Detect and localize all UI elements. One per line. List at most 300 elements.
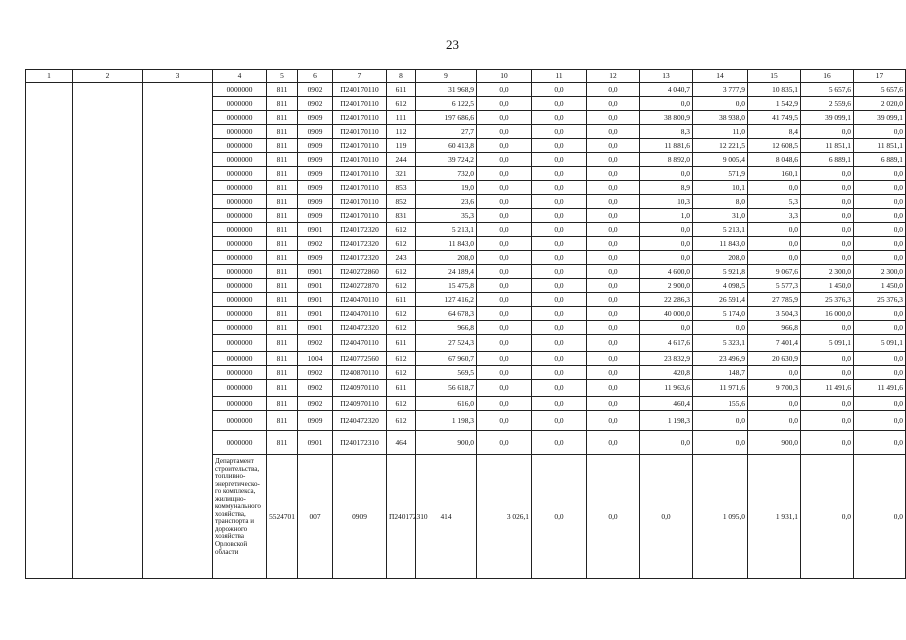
table-cell: 0,0	[587, 237, 640, 251]
table-cell: 900,0	[416, 431, 477, 455]
table-cell: 3 026,1	[477, 455, 532, 579]
table-cell: 0,0	[477, 139, 532, 153]
table-cell: 112	[387, 125, 416, 139]
table-cell: 612	[387, 366, 416, 380]
table-cell: 0,0	[532, 125, 587, 139]
table-cell: 12 221,5	[693, 139, 748, 153]
table-cell: 0,0	[854, 223, 906, 237]
table-cell: 464	[387, 431, 416, 455]
table-cell: 0,0	[748, 366, 801, 380]
table-cell: 571,9	[693, 167, 748, 181]
table-cell: 0,0	[854, 397, 906, 411]
table-cell: 0,0	[587, 167, 640, 181]
table-cell: 0,0	[532, 83, 587, 97]
table-cell: 0,0	[532, 293, 587, 307]
table-cell: 8,9	[640, 181, 693, 195]
table-cell: 60 413,8	[416, 139, 477, 153]
table-cell: 0,0	[801, 411, 854, 431]
table-cell: 966,8	[416, 321, 477, 335]
table-cell: 0,0	[854, 195, 906, 209]
table-cell: 0,0	[854, 321, 906, 335]
table-cell: 0901	[298, 293, 333, 307]
table-cell: 0000000	[213, 237, 267, 251]
table-cell: 0,0	[801, 366, 854, 380]
table-cell: 2 900,0	[640, 279, 693, 293]
table-cell: 0909	[298, 411, 333, 431]
table-cell: 612	[387, 321, 416, 335]
table-cell: 1 198,3	[416, 411, 477, 431]
table-cell: 0909	[298, 195, 333, 209]
table-cell: 31,0	[693, 209, 748, 223]
table-cell: 9 700,3	[748, 380, 801, 397]
table-cell: П240172310	[333, 431, 387, 455]
table-cell: 0000000	[213, 321, 267, 335]
table-cell: 64 678,3	[416, 307, 477, 321]
table-cell: 811	[267, 167, 298, 181]
table-cell: 0902	[298, 97, 333, 111]
table-cell: 611	[387, 83, 416, 97]
table-cell: 0,0	[801, 181, 854, 195]
table-cell: 0,0	[801, 397, 854, 411]
table-cell: 811	[267, 352, 298, 366]
table-cell: 0000000	[213, 223, 267, 237]
column-number-header: 8	[387, 70, 416, 83]
table-cell: П240272870	[333, 279, 387, 293]
table-cell: 460,4	[640, 397, 693, 411]
table-cell: 811	[267, 223, 298, 237]
table-cell: П240870110	[333, 366, 387, 380]
table-cell: 0,0	[748, 223, 801, 237]
table-cell: 160,1	[748, 167, 801, 181]
table-cell: 811	[267, 431, 298, 455]
table-cell: 0,0	[801, 167, 854, 181]
table-cell: 0,0	[477, 366, 532, 380]
table-cell: 41 749,5	[748, 111, 801, 125]
table-cell: 0000000	[213, 251, 267, 265]
column-number-header: 6	[298, 70, 333, 83]
table-cell: 811	[267, 125, 298, 139]
table-cell: 0000000	[213, 111, 267, 125]
table-cell: 243	[387, 251, 416, 265]
column-number-header: 2	[73, 70, 143, 83]
table-cell: 0,0	[477, 125, 532, 139]
table-cell: 0,0	[477, 209, 532, 223]
table-cell: 0,0	[693, 411, 748, 431]
merged-empty-cell	[26, 83, 73, 579]
column-number-header: 5	[267, 70, 298, 83]
column-number-header: 3	[143, 70, 213, 83]
table-cell: 0,0	[801, 223, 854, 237]
table-cell: П240170110	[333, 209, 387, 223]
table-cell: 0,0	[587, 321, 640, 335]
table-cell: 0,0	[477, 307, 532, 321]
table-cell: 1004	[298, 352, 333, 366]
table-cell: 10 835,1	[748, 83, 801, 97]
table-cell: 5 657,6	[854, 83, 906, 97]
table-cell: П240172320	[333, 237, 387, 251]
table-cell: 0,0	[477, 265, 532, 279]
table-cell: 0,0	[801, 209, 854, 223]
table-cell: П240170110	[333, 167, 387, 181]
table-cell: 0,0	[854, 167, 906, 181]
table-cell: 8,3	[640, 125, 693, 139]
table-cell: 0,0	[477, 83, 532, 97]
table-cell: 0,0	[587, 223, 640, 237]
table-cell: 0000000	[213, 366, 267, 380]
merged-empty-cell	[73, 83, 143, 579]
table-cell: 0,0	[587, 97, 640, 111]
table-cell: 0,0	[854, 366, 906, 380]
table-cell: 612	[387, 307, 416, 321]
table-cell: 10,3	[640, 195, 693, 209]
table-cell: 0,0	[801, 195, 854, 209]
table-cell: 0,0	[587, 335, 640, 352]
table-cell: 811	[267, 335, 298, 352]
table-cell: 111	[387, 111, 416, 125]
table-cell: 0,0	[801, 431, 854, 455]
column-number-header: 13	[640, 70, 693, 83]
table-cell: 0,0	[532, 251, 587, 265]
table-cell: 852	[387, 195, 416, 209]
table-cell: 569,5	[416, 366, 477, 380]
table-cell: 0,0	[640, 97, 693, 111]
table-cell: 3 777,9	[693, 83, 748, 97]
table-cell: 6 889,1	[854, 153, 906, 167]
table-cell: 616,0	[416, 397, 477, 411]
table-cell: 0,0	[587, 279, 640, 293]
table-cell: 0,0	[532, 97, 587, 111]
table-cell: 39 099,1	[801, 111, 854, 125]
table-cell: 0909	[298, 181, 333, 195]
budget-table	[25, 69, 906, 579]
table-cell: 0000000	[213, 265, 267, 279]
table-cell: 0000000	[213, 335, 267, 352]
table-cell: П240170110	[333, 83, 387, 97]
table-cell: 0,0	[587, 209, 640, 223]
column-number-header: 4	[213, 70, 267, 83]
table-cell: 0,0	[532, 411, 587, 431]
table-cell: 6 889,1	[801, 153, 854, 167]
table-cell: 966,8	[748, 321, 801, 335]
table-cell: П240170110	[333, 97, 387, 111]
table-cell: 9 005,4	[693, 153, 748, 167]
table-cell: 811	[267, 83, 298, 97]
table-cell: 27 785,9	[748, 293, 801, 307]
table-cell: 197 686,6	[416, 111, 477, 125]
table-cell: 119	[387, 139, 416, 153]
table-cell: 0,0	[587, 455, 640, 579]
column-number-header: 15	[748, 70, 801, 83]
table-cell: 0901	[298, 279, 333, 293]
table-cell: 0,0	[587, 293, 640, 307]
table-cell: 24 189,4	[416, 265, 477, 279]
table-cell: 11 843,0	[416, 237, 477, 251]
table-cell: 0,0	[587, 411, 640, 431]
table-cell: 2 300,0	[854, 265, 906, 279]
table-cell: 23,6	[416, 195, 477, 209]
table-cell: 0901	[298, 431, 333, 455]
table-cell: 56 618,7	[416, 380, 477, 397]
table-cell: 0,0	[532, 431, 587, 455]
table-cell: 0,0	[532, 167, 587, 181]
table-cell: 0909	[298, 153, 333, 167]
table-cell: 4 098,5	[693, 279, 748, 293]
table-cell: 15 475,8	[416, 279, 477, 293]
table-cell: 0000000	[213, 380, 267, 397]
table-cell: 11 963,6	[640, 380, 693, 397]
table-cell: 7 401,4	[748, 335, 801, 352]
table-cell: 811	[267, 111, 298, 125]
table-cell: 0,0	[477, 380, 532, 397]
table-cell: 811	[267, 411, 298, 431]
table-cell: 0,0	[748, 411, 801, 431]
table-cell: 0,0	[532, 335, 587, 352]
table-cell: 11 851,1	[854, 139, 906, 153]
table-cell: 5 577,3	[748, 279, 801, 293]
table-cell: 5 174,0	[693, 307, 748, 321]
table-cell: 0000000	[213, 97, 267, 111]
table-cell: 5524701	[267, 455, 298, 579]
table-cell: П240272860	[333, 265, 387, 279]
table-cell: 0,0	[477, 195, 532, 209]
table-cell: 0,0	[477, 237, 532, 251]
table-cell: 0,0	[587, 380, 640, 397]
table-cell: 0909	[298, 209, 333, 223]
table-cell: 0,0	[532, 321, 587, 335]
table-cell: 1 931,1	[748, 455, 801, 579]
table-cell: 0,0	[587, 83, 640, 97]
table-cell: 3 504,3	[748, 307, 801, 321]
table-cell: 0000000	[213, 397, 267, 411]
table-cell: 0000000	[213, 167, 267, 181]
table-cell: 0000000	[213, 195, 267, 209]
table-cell: 0,0	[748, 237, 801, 251]
table-cell: 0000000	[213, 411, 267, 431]
table-cell: 0,0	[532, 139, 587, 153]
table-cell: 0,0	[477, 279, 532, 293]
table-cell: 22 286,3	[640, 293, 693, 307]
organization-name: Департамент строительства, топливно-энергетическо-го комплекса, жилищно-коммунального хозяйства, транспорта и дорожного хозяйства Орловской области	[213, 455, 267, 579]
table-cell: 0,0	[854, 352, 906, 366]
table-cell: 0,0	[854, 125, 906, 139]
table-cell: 0,0	[477, 167, 532, 181]
table-cell: 0,0	[477, 335, 532, 352]
table-cell: 0,0	[587, 139, 640, 153]
table-cell: 612	[387, 97, 416, 111]
table-cell: 0909	[298, 125, 333, 139]
table-cell: 0,0	[587, 153, 640, 167]
table-cell: 11 491,6	[854, 380, 906, 397]
table-cell: 811	[267, 181, 298, 195]
table-cell: 811	[267, 97, 298, 111]
table-cell: 612	[387, 397, 416, 411]
table-cell: 0,0	[587, 125, 640, 139]
table-cell: 127 416,2	[416, 293, 477, 307]
table-cell: 0,0	[640, 167, 693, 181]
table-cell: 0000000	[213, 83, 267, 97]
table-body	[26, 83, 906, 579]
table-cell: 853	[387, 181, 416, 195]
table-cell: 0000000	[213, 209, 267, 223]
table-row	[26, 83, 906, 97]
table-cell: 1 542,9	[748, 97, 801, 111]
table-cell: 11,0	[693, 125, 748, 139]
table-cell: 0,0	[532, 153, 587, 167]
table-cell: 0,0	[693, 97, 748, 111]
table-cell: 811	[267, 321, 298, 335]
table-cell: 0,0	[640, 431, 693, 455]
table-cell: 0000000	[213, 139, 267, 153]
table-cell: 0,0	[587, 307, 640, 321]
table-cell: 0,0	[801, 321, 854, 335]
table-cell: П240970110	[333, 380, 387, 397]
table-cell: 9 067,6	[748, 265, 801, 279]
table-cell: 811	[267, 153, 298, 167]
table-cell: 1 095,0	[693, 455, 748, 579]
table-cell: 0,0	[587, 111, 640, 125]
table-cell: 0000000	[213, 431, 267, 455]
table-cell: 0,0	[587, 397, 640, 411]
table-cell: 811	[267, 139, 298, 153]
table-cell: П240172320	[333, 223, 387, 237]
table-cell: 208,0	[416, 251, 477, 265]
table-cell: 5 091,1	[801, 335, 854, 352]
table-cell: 5 323,1	[693, 335, 748, 352]
table-cell: П240970110	[333, 397, 387, 411]
table-cell: 0,0	[532, 279, 587, 293]
table-cell: 0,0	[854, 181, 906, 195]
table-cell: П240170110	[333, 139, 387, 153]
table-cell: 5,3	[748, 195, 801, 209]
table-cell: 0,0	[587, 181, 640, 195]
table-cell: 811	[267, 251, 298, 265]
table-cell: 155,6	[693, 397, 748, 411]
column-number-header: 17	[854, 70, 906, 83]
table-cell: 811	[267, 307, 298, 321]
table-cell: 40 000,0	[640, 307, 693, 321]
table-cell: 4 617,6	[640, 335, 693, 352]
table-cell: 0,0	[587, 265, 640, 279]
table-cell: 0000000	[213, 153, 267, 167]
table-cell: 11 491,6	[801, 380, 854, 397]
table-cell: 5 921,8	[693, 265, 748, 279]
table-cell: 2 559,6	[801, 97, 854, 111]
table-cell: 39 099,1	[854, 111, 906, 125]
table-cell: 0000000	[213, 125, 267, 139]
table-cell: 811	[267, 293, 298, 307]
table-cell: 0,0	[748, 251, 801, 265]
table-cell: 0,0	[748, 397, 801, 411]
table-cell: 35,3	[416, 209, 477, 223]
table-cell: 0,0	[854, 251, 906, 265]
table-cell: 8,4	[748, 125, 801, 139]
table-cell: 811	[267, 380, 298, 397]
table-cell: 11 851,1	[801, 139, 854, 153]
table-cell: 0,0	[477, 111, 532, 125]
table-cell: П240172310	[387, 455, 416, 579]
table-cell: 0901	[298, 265, 333, 279]
table-cell: 0,0	[477, 181, 532, 195]
table-cell: 0,0	[854, 237, 906, 251]
table-cell: 811	[267, 237, 298, 251]
table-cell: 38 800,9	[640, 111, 693, 125]
table-cell: 611	[387, 335, 416, 352]
table-cell: 1 450,0	[801, 279, 854, 293]
table-cell: 611	[387, 293, 416, 307]
table-cell: 321	[387, 167, 416, 181]
table-cell: 0,0	[801, 352, 854, 366]
column-number-header: 12	[587, 70, 640, 83]
table-cell: 0,0	[477, 293, 532, 307]
table-cell: 0,0	[587, 366, 640, 380]
table-cell: П240470110	[333, 335, 387, 352]
table-cell: 12 608,5	[748, 139, 801, 153]
table-cell: 0,0	[587, 431, 640, 455]
table-cell: 0,0	[477, 431, 532, 455]
table-cell: 208,0	[693, 251, 748, 265]
table-cell: 3,3	[748, 209, 801, 223]
table-cell: 414	[416, 455, 477, 579]
table-cell: 0902	[298, 380, 333, 397]
table-cell: 11 843,0	[693, 237, 748, 251]
table-cell: П240170110	[333, 125, 387, 139]
table-cell: П240772560	[333, 352, 387, 366]
table-cell: 0909	[333, 455, 387, 579]
table-cell: 0000000	[213, 293, 267, 307]
table-cell: 732,0	[416, 167, 477, 181]
table-cell: 0,0	[854, 307, 906, 321]
table-cell: 0,0	[640, 455, 693, 579]
table-cell: 0,0	[640, 321, 693, 335]
table-cell: 2 020,0	[854, 97, 906, 111]
column-number-header: 16	[801, 70, 854, 83]
table-cell: 0,0	[532, 352, 587, 366]
table-cell: 0902	[298, 335, 333, 352]
table-cell: 0,0	[587, 195, 640, 209]
table-cell: 1 450,0	[854, 279, 906, 293]
table-cell: П240170110	[333, 153, 387, 167]
table-cell: 831	[387, 209, 416, 223]
table-cell: 0,0	[801, 125, 854, 139]
table-cell: 811	[267, 195, 298, 209]
table-cell: 007	[298, 455, 333, 579]
table-cell: 612	[387, 223, 416, 237]
table-cell: 0000000	[213, 352, 267, 366]
table-cell: 23 496,9	[693, 352, 748, 366]
table-cell: 0901	[298, 223, 333, 237]
table-cell: 19,0	[416, 181, 477, 195]
table-cell: 16 000,0	[801, 307, 854, 321]
table-cell: 0,0	[477, 411, 532, 431]
table-cell: 0901	[298, 307, 333, 321]
table-cell: 0,0	[587, 251, 640, 265]
table-cell: 612	[387, 237, 416, 251]
table-cell: 25 376,3	[854, 293, 906, 307]
table-cell: 611	[387, 380, 416, 397]
table-cell: 811	[267, 265, 298, 279]
table-cell: 5 091,1	[854, 335, 906, 352]
table-cell: 0,0	[532, 380, 587, 397]
table-cell: 67 960,7	[416, 352, 477, 366]
table-cell: 0,0	[532, 455, 587, 579]
table-cell: 0909	[298, 167, 333, 181]
table-cell: 25 376,3	[801, 293, 854, 307]
column-number-header: 11	[532, 70, 587, 83]
table-cell: 0,0	[640, 237, 693, 251]
table-cell: 0000000	[213, 307, 267, 321]
table-cell: П240470110	[333, 307, 387, 321]
table-cell: 0,0	[854, 209, 906, 223]
